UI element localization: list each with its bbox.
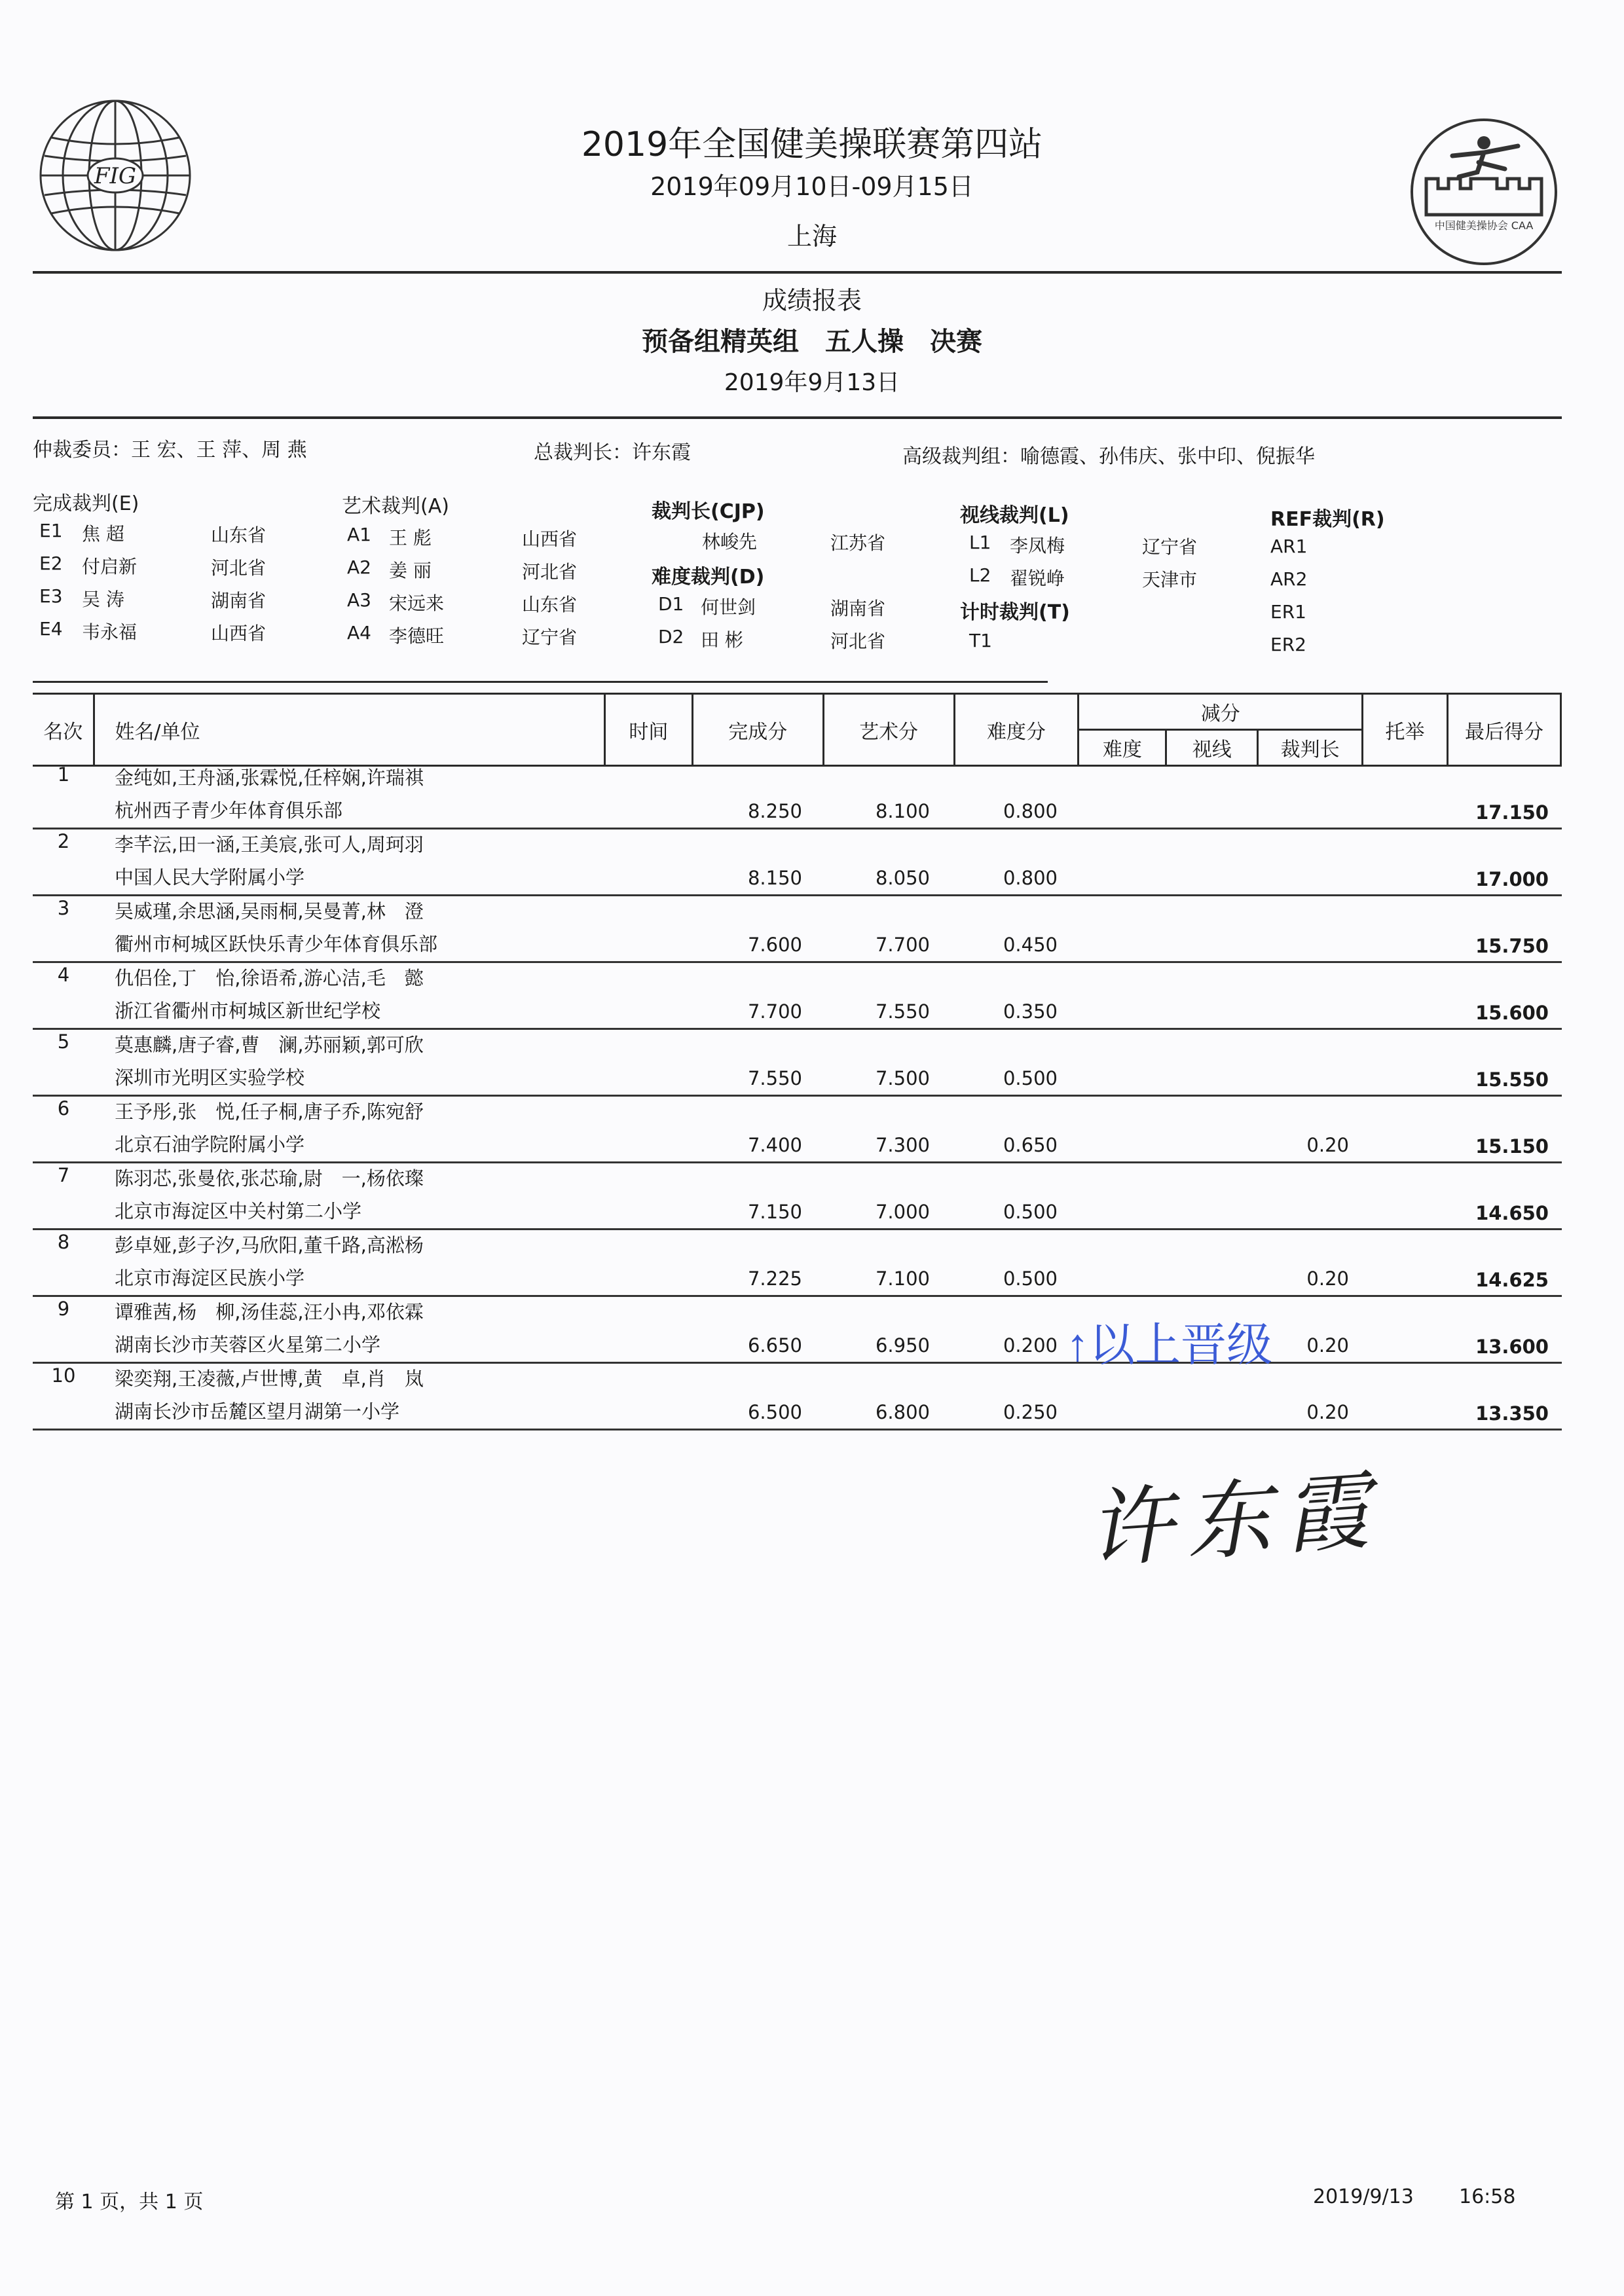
cell-art: 7.000: [875, 1201, 930, 1223]
cell-art: 8.050: [875, 867, 930, 889]
table-row: [33, 1295, 1562, 1364]
a4-prov: 辽宁省: [522, 627, 578, 648]
cell-diff: 0.650: [1003, 1134, 1058, 1156]
cell-diff: 0.450: [1003, 934, 1058, 956]
cell-exec: 8.150: [747, 867, 802, 889]
table-row: [33, 1228, 1562, 1297]
table-row: [33, 761, 1562, 829]
cell-exec: 7.700: [747, 1000, 802, 1023]
ref-title: REF裁判(R): [1270, 508, 1385, 531]
t1-code: T1: [969, 630, 992, 651]
cell-unit: 深圳市光明区实验学校: [115, 1066, 305, 1089]
l2-name: 翟锐峥: [1010, 568, 1065, 589]
a1-code: A1: [347, 524, 371, 545]
execution-title: 完成裁判(E): [33, 492, 139, 515]
d1-code: D1: [658, 593, 684, 615]
cell-names: 彭卓娅,彭子汐,马欣阳,董千路,高淞杨: [115, 1234, 424, 1256]
caa-logo-text: 中国健美操协会 CAA: [1434, 219, 1534, 232]
a3-code: A3: [347, 589, 371, 611]
d2-code: D2: [658, 626, 684, 647]
cell-names: 王予彤,张 悦,任子桐,唐子乔,陈宛舒: [115, 1101, 424, 1123]
cell-exec: 8.250: [747, 800, 802, 822]
cell-rank: 4: [57, 964, 70, 986]
e2-code: E2: [39, 553, 63, 574]
col-ded-line: 视线: [1166, 730, 1258, 766]
event-title: 2019年全国健美操联赛第四站: [581, 125, 1043, 164]
e2-prov: 河北省: [211, 557, 267, 579]
cell-unit: 中国人民大学附属小学: [115, 866, 305, 888]
signature: 许东霞: [1084, 1460, 1386, 1580]
category-title: 预备组精英组 五人操 决赛: [642, 327, 982, 357]
e4-code: E4: [39, 618, 63, 640]
time-title: 计时裁判(T): [960, 601, 1070, 624]
cell-final: 15.600: [1475, 1002, 1549, 1024]
cell-unit: 北京石油学院附属小学: [115, 1133, 305, 1156]
qualified-label: 以上晋级: [1089, 1319, 1272, 1370]
cell-final: 17.150: [1475, 801, 1549, 824]
cell-art: 7.500: [875, 1067, 930, 1089]
results-table-header: [33, 693, 1562, 767]
cell-unit: 湖南长沙市芙蓉区火星第二小学: [115, 1334, 381, 1356]
cjp-title: 裁判长(CJP): [652, 500, 765, 523]
cell-diff: 0.500: [1003, 1201, 1058, 1223]
cell-names: 仇侣佺,丁 怡,徐语希,游心洁,毛 懿: [115, 967, 424, 989]
cell-art: 7.300: [875, 1134, 930, 1156]
e3-prov: 湖南省: [211, 590, 267, 611]
d1-prov: 湖南省: [830, 598, 886, 619]
cell-art: 7.700: [875, 934, 930, 956]
cell-exec: 7.150: [747, 1201, 802, 1223]
cell-diff: 0.500: [1003, 1267, 1058, 1290]
qualified-annotation: [1066, 1308, 1272, 1374]
cell-final: 13.350: [1475, 1402, 1549, 1425]
l2-prov: 天津市: [1142, 569, 1198, 591]
a3-prov: 山东省: [522, 594, 578, 615]
cell-diff: 0.500: [1003, 1067, 1058, 1089]
cell-rank: 6: [57, 1097, 70, 1120]
cell-unit: 杭州西子青少年体育俱乐部: [115, 799, 343, 822]
jury-line: 仲裁委员：王 宏、王 萍、周 燕: [33, 439, 307, 462]
a1-name: 王 彪: [389, 527, 432, 549]
table-row: [33, 1362, 1562, 1430]
e1-name: 焦 超: [82, 523, 124, 545]
e1-prov: 山东省: [211, 524, 267, 546]
table-row: [33, 894, 1562, 963]
cell-names: 吴威瑾,余思涵,吴雨桐,吴曼菁,林 澄: [115, 900, 424, 922]
report-title: 成绩报表: [762, 286, 862, 315]
ref-er1: ER1: [1270, 601, 1306, 623]
cell-exec: 7.550: [747, 1067, 802, 1089]
cell-final: 15.750: [1475, 935, 1549, 957]
cell-exec: 6.500: [747, 1401, 802, 1423]
fig-logo-text: FIG: [94, 163, 137, 189]
col-art: 艺术分: [823, 694, 954, 766]
senior-panel-line: 高级裁判组：喻德霞、孙伟庆、张中印、倪振华: [902, 445, 1315, 468]
cell-names: 梁奕翔,王凌薇,卢世博,黄 卓,肖 岚: [115, 1368, 424, 1390]
cell-final: 14.650: [1475, 1202, 1549, 1224]
ref-ar1: AR1: [1270, 536, 1308, 557]
footer-date: 2019/9/13: [1313, 2185, 1414, 2208]
cell-art: 7.100: [875, 1267, 930, 1290]
e1-code: E1: [39, 520, 63, 541]
col-lift: 托举: [1363, 694, 1448, 766]
cell-final: 14.625: [1475, 1269, 1549, 1291]
cell-rank: 9: [57, 1298, 70, 1320]
up-arrow-icon: ↑: [1066, 1319, 1089, 1370]
report-date: 2019年9月13日: [724, 369, 900, 396]
cell-names: 莫惠麟,唐子睿,曹 澜,苏丽颖,郭可欣: [115, 1034, 424, 1056]
cell-art: 7.550: [875, 1000, 930, 1023]
a4-name: 李德旺: [389, 625, 445, 647]
cell-diff: 0.350: [1003, 1000, 1058, 1023]
e4-prov: 山西省: [211, 623, 267, 644]
ref-ar2: AR2: [1270, 568, 1308, 590]
e3-code: E3: [39, 585, 63, 607]
cell-art: 8.100: [875, 800, 930, 822]
head-judge-line: 总裁判长：许东霞: [534, 441, 691, 464]
cell-unit: 湖南长沙市岳麓区望月湖第一小学: [115, 1400, 400, 1423]
footer-time: 16:58: [1459, 2185, 1516, 2208]
cell-rank: 1: [57, 763, 70, 786]
l2-code: L2: [969, 564, 991, 586]
cell-rank: 2: [57, 830, 70, 852]
cell-names: 金纯如,王舟涵,张霖悦,任梓娴,许瑞祺: [115, 767, 424, 789]
col-final: 最后得分: [1448, 694, 1561, 766]
cell-names: 谭雅茜,杨 柳,汤佳蕊,汪小冉,邓依霖: [115, 1301, 424, 1323]
cell-rank: 5: [57, 1030, 70, 1053]
d2-prov: 河北省: [830, 630, 886, 652]
cell-unit: 北京市海淀区中关村第二小学: [115, 1200, 362, 1222]
cell-rank: 10: [51, 1364, 76, 1387]
e3-name: 吴 涛: [82, 589, 124, 610]
cell-unit: 北京市海淀区民族小学: [115, 1267, 305, 1289]
event-city: 上海: [786, 222, 837, 251]
l1-name: 李凤梅: [1010, 535, 1065, 556]
cell-unit: 衢州市柯城区跃快乐青少年体育俱乐部: [115, 933, 438, 955]
e2-name: 付启新: [82, 556, 138, 577]
divider-top: [33, 271, 1562, 274]
cell-diff: 0.800: [1003, 867, 1058, 889]
difficulty-title: 难度裁判(D): [652, 566, 765, 589]
table-row: [33, 1161, 1562, 1230]
a2-name: 姜 丽: [389, 560, 432, 581]
e4-name: 韦永福: [82, 621, 138, 643]
cell-final: 13.600: [1475, 1336, 1549, 1358]
col-ded-cjp: 裁判长: [1258, 730, 1363, 766]
cell-cjp: 0.20: [1306, 1134, 1349, 1156]
cell-art: 6.950: [875, 1334, 930, 1357]
cell-diff: 0.250: [1003, 1401, 1058, 1423]
a4-code: A4: [347, 622, 371, 644]
cell-names: 陈羽芯,张曼依,张芯瑜,尉 一,杨依璨: [115, 1167, 424, 1190]
d2-name: 田 彬: [701, 629, 743, 651]
col-diff: 难度分: [954, 694, 1079, 766]
cell-exec: 7.225: [747, 1267, 802, 1290]
table-row: [33, 961, 1562, 1030]
page-count: 第 1 页，共 1 页: [55, 2191, 204, 2214]
cell-unit: 浙江省衢州市柯城区新世纪学校: [115, 1000, 381, 1022]
l1-prov: 辽宁省: [1142, 536, 1198, 558]
ref-er2: ER2: [1270, 634, 1306, 655]
cell-diff: 0.800: [1003, 800, 1058, 822]
a3-name: 宋远来: [389, 592, 445, 614]
cell-art: 6.800: [875, 1401, 930, 1423]
col-rank: 名次: [33, 694, 94, 766]
cell-rank: 8: [57, 1231, 70, 1253]
cell-final: 15.550: [1475, 1068, 1549, 1091]
cell-rank: 3: [57, 897, 70, 919]
cell-cjp: 0.20: [1306, 1267, 1349, 1290]
cell-cjp: 0.20: [1306, 1401, 1349, 1423]
cjp-name: 林峻先: [702, 531, 758, 553]
divider-mid: [33, 416, 1562, 419]
col-name: 姓名/单位: [94, 694, 604, 766]
cell-cjp: 0.20: [1306, 1334, 1349, 1357]
table-top-line: [33, 681, 1048, 683]
col-deductions: 减分: [1079, 694, 1363, 730]
cell-final: 15.150: [1475, 1135, 1549, 1157]
table-row: [33, 828, 1562, 896]
event-dates: 2019年09月10日-09月15日: [650, 172, 974, 201]
a2-code: A2: [347, 556, 371, 578]
cell-names: 李芊沄,田一涵,王美宸,张可人,周珂羽: [115, 833, 424, 856]
col-time: 时间: [604, 694, 692, 766]
artistic-title: 艺术裁判(A): [342, 495, 449, 518]
a1-prov: 山西省: [522, 528, 578, 550]
cell-exec: 6.650: [747, 1334, 802, 1357]
d1-name: 何世剑: [701, 596, 756, 618]
cell-diff: 0.200: [1003, 1334, 1058, 1357]
cell-exec: 7.400: [747, 1134, 802, 1156]
table-row: [33, 1028, 1562, 1097]
table-row: [33, 1095, 1562, 1163]
col-ded-diff: 难度: [1079, 730, 1166, 766]
a2-prov: 河北省: [522, 561, 578, 583]
cell-final: 17.000: [1475, 868, 1549, 890]
cell-rank: 7: [57, 1164, 70, 1186]
cell-exec: 7.600: [747, 934, 802, 956]
line-title: 视线裁判(L): [960, 504, 1069, 527]
cjp-prov: 江苏省: [830, 532, 886, 554]
l1-code: L1: [969, 532, 991, 553]
col-exec: 完成分: [692, 694, 823, 766]
